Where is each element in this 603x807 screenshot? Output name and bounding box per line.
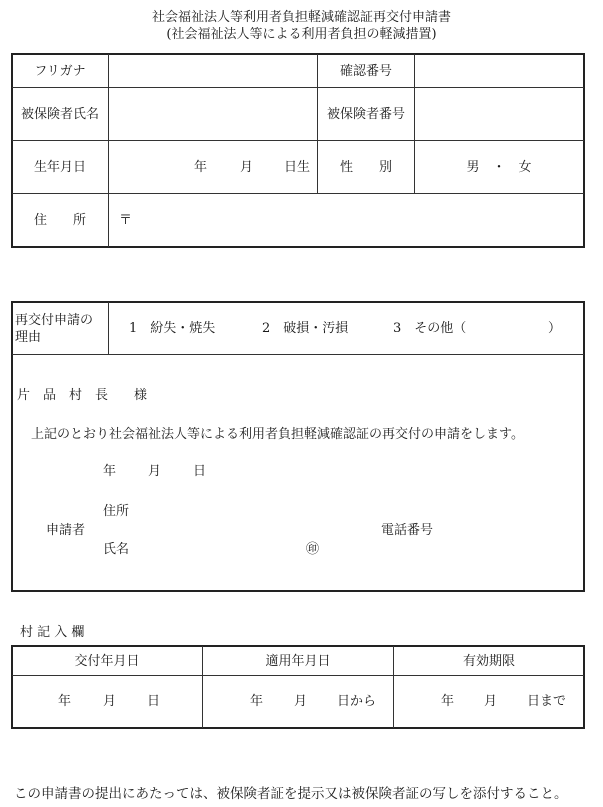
- applicable-year-unit: 年: [250, 694, 264, 709]
- row-divider: [12, 140, 584, 141]
- application-statement: 上記のとおり社会福祉法人等による利用者負担軽減確認証の再交付の申請をします。: [31, 427, 524, 442]
- issue-day-unit: 日: [147, 694, 161, 709]
- insured-name-label: 被保険者氏名: [20, 107, 99, 122]
- date-month-unit: 月: [148, 464, 162, 479]
- reason-option-other[interactable]: 3 その他（: [393, 321, 467, 336]
- furigana-label: フリガナ: [34, 64, 86, 79]
- date-year-unit: 年: [103, 464, 117, 479]
- reason-option-lost[interactable]: 1 紛失・焼失: [129, 321, 216, 336]
- phone-label: 電話番号: [381, 523, 434, 538]
- expiration-year-unit: 年: [441, 694, 455, 709]
- date-day-unit: 日: [193, 464, 207, 479]
- reason-label: 再交付申請の: [15, 313, 94, 328]
- row-divider: [12, 354, 584, 355]
- form-title: 社会福祉法人等利用者負担軽減確認証再交付申請書: [151, 10, 451, 25]
- seal-mark: ㊞: [306, 542, 320, 557]
- insured-number-label: 被保険者番号: [326, 107, 405, 122]
- expiration-header: 有効期限: [462, 654, 515, 669]
- applicant-address-label: 住所: [103, 504, 130, 519]
- expiration-month-unit: 月: [484, 694, 498, 709]
- applicable-date-header: 適用年月日: [265, 654, 331, 669]
- issue-year-unit: 年: [58, 694, 72, 709]
- postal-mark: 〒: [119, 213, 133, 228]
- reason-option-damaged[interactable]: 2 破損・汚損: [262, 321, 349, 336]
- expiration-day-unit: 日まで: [527, 694, 567, 709]
- reason-other-field[interactable]: [478, 316, 548, 340]
- applicant-address-field[interactable]: [136, 498, 366, 522]
- phone-field[interactable]: [445, 517, 575, 541]
- insured-number-field[interactable]: [416, 89, 582, 139]
- applicable-day-unit: 日から: [337, 694, 377, 709]
- confirm-number-label: 確認番号: [339, 64, 392, 79]
- reason-other-close: ）: [548, 321, 562, 336]
- applicant-label: 申請者: [46, 523, 86, 538]
- applicable-month-unit: 月: [294, 694, 308, 709]
- row-divider: [12, 193, 584, 194]
- birth-day-unit: 日生: [284, 160, 311, 175]
- row-divider: [12, 675, 584, 676]
- birth-date-label: 生年月日: [33, 160, 86, 175]
- gender-options[interactable]: 男 ・ 女: [466, 160, 532, 175]
- birth-year-unit: 年: [194, 160, 208, 175]
- applicant-name-field[interactable]: [136, 536, 301, 560]
- row-divider: [12, 87, 584, 88]
- reason-label-line2: 理由: [15, 330, 42, 345]
- village-section-label: 村 記 入 欄: [20, 625, 85, 640]
- confirm-number-field[interactable]: [416, 56, 582, 86]
- issue-date-header: 交付年月日: [74, 654, 140, 669]
- issue-month-unit: 月: [103, 694, 117, 709]
- col-divider: [108, 302, 109, 354]
- insured-name-field[interactable]: [110, 89, 315, 139]
- applicant-name-label: 氏名: [103, 542, 130, 557]
- col-divider: [108, 54, 109, 247]
- gender-label: 性 別: [339, 160, 392, 175]
- footer-note: この申請書の提出にあたっては、被保険者証を提示又は被保険者証の写しを添付すること。: [14, 786, 568, 802]
- furigana-field[interactable]: [110, 56, 315, 86]
- address-field[interactable]: [110, 195, 582, 246]
- birth-month-unit: 月: [240, 160, 254, 175]
- form-subtitle: (社会福祉法人等による利用者負担の軽減措置): [166, 27, 437, 42]
- address-label: 住 所: [33, 213, 86, 228]
- addressee: 片 品 村 長 様: [17, 388, 148, 403]
